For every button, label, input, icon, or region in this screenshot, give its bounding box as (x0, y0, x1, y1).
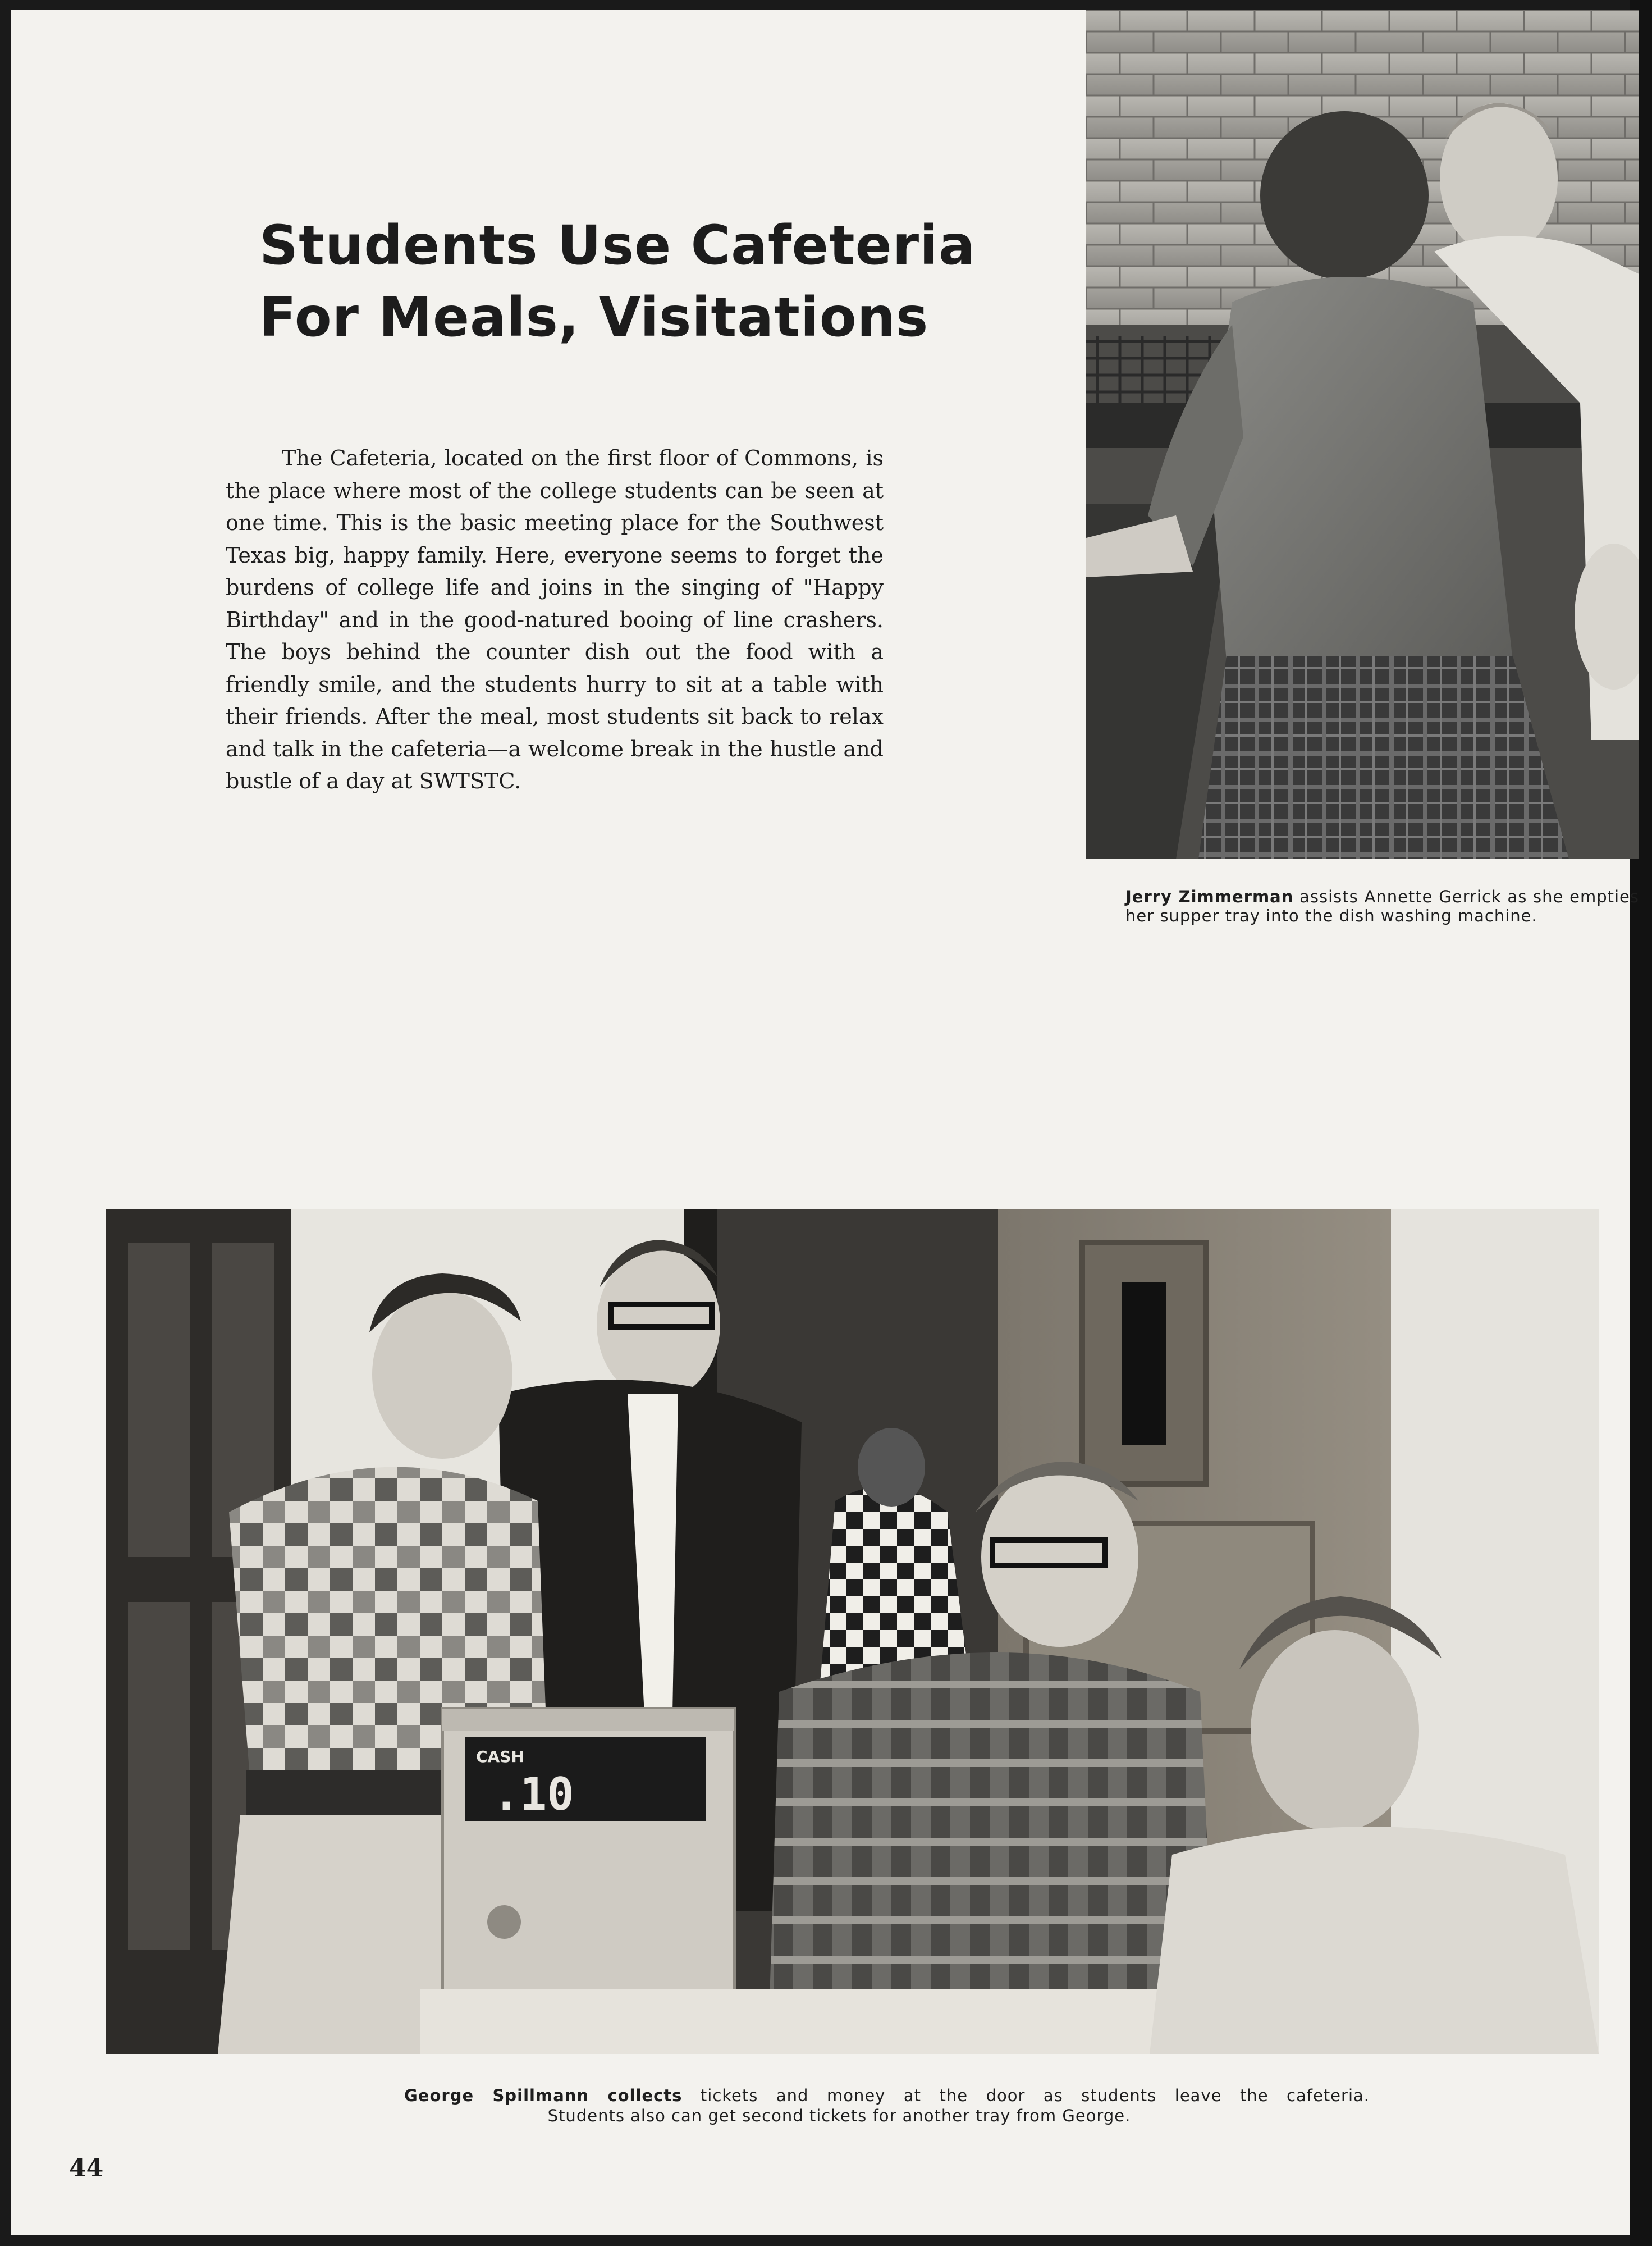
register-label: CASH (476, 1747, 524, 1766)
yearbook-page (11, 10, 1639, 2235)
page-number: 44 (69, 2154, 104, 2183)
caption-cash-register-line-2: Students also can get second tickets for another tray from George. (547, 2106, 1131, 2125)
heading-line-2: For Meals, Visitations (259, 286, 929, 349)
photo-dish-washing-image (1086, 10, 1639, 859)
caption-cash-register-text: tickets and money at the door as students leave the cafeteria. (682, 2086, 1370, 2105)
register-amount: .10 (493, 1768, 574, 1820)
caption-dish-washing (1125, 887, 1639, 925)
photo-dish-washing (1086, 10, 1639, 859)
caption-cash-register (404, 2085, 1370, 2126)
caption-cash-register-lead: George Spillmann collects (404, 2086, 683, 2105)
page-heading (259, 209, 976, 353)
article-body: The Cafeteria, located on the first floor of Commons, is the place where most of the college students can be seen at one time. This is the basic meeting place for the Southwest Texas big, happy family. Here, everyone seems to forget the burdens of college life and joins in the singing of "Happy Birthday" and in the good-natured booing of line crashers. The boys behind the counter dish out the food with a friendly smile, and the students hurry to sit at a table with their friends. After the meal, most students sit back to relax and talk in the cafeteria—a welcome break in the hustle and bustle of a day at SWTSTC. (226, 446, 884, 793)
caption-dish-washing-lead: Jerry Zimmerman (1125, 887, 1294, 906)
photo-cash-register-image (106, 1209, 1599, 2054)
caption-cash-register-line-1 (404, 2085, 1370, 2106)
photo-cash-register (106, 1209, 1599, 2054)
caption-dish-washing-text: assists Annette Gerrick as she empties her supper tray into the dish washing machine. (1125, 887, 1639, 925)
heading-line-1: Students Use Cafeteria (259, 214, 976, 277)
